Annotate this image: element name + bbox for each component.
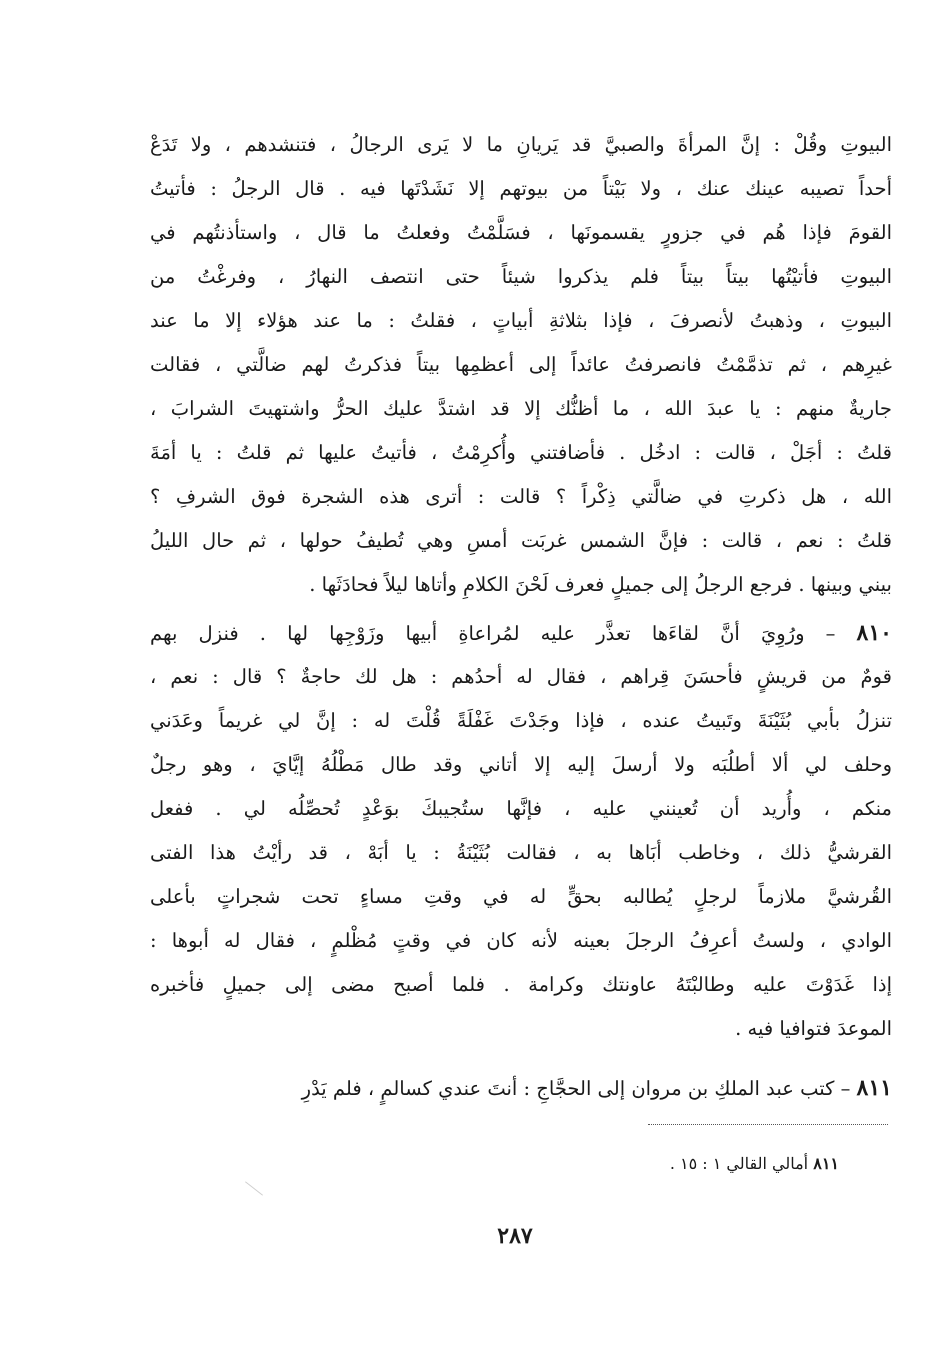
text-line: القرشيُّ ذلك ، وخاطب أبَاها به ، فقالت بُثَيْنَةُ : يا أبَهْ ، قد رأيْتُ هذا الفتى: [150, 841, 892, 864]
paragraph-810: [150, 611, 892, 1051]
text-line: البيوتِ وقُلْ : إنَّ المرأةَ والصبيَّ قد يَريانِ ما لا يَرى الرجالُ ، فتنشدهم ، ولا تَدَعْ: [150, 133, 892, 156]
text-line: الوادي ، ولستُ أعرِفُ الرجلَ بعينه لأنه كان في وقتٍ مُظْلمٍ ، فقال له أبوها :: [150, 929, 892, 952]
text-line: الله ، هل ذكرتِ في ضالَّتي ذِكْراً ؟ قالت : أترى هذه الشجرة فوق الشرفِ ؟: [150, 485, 892, 508]
text-line: إذا غَدَوْتَ عليه وطالبْتَهُ عاونتك وكرامة . فلما أصبح مضى إلى جميلٍ فأخبره: [150, 973, 892, 996]
paragraph-810-first-line: ٨١٠ – ورُوِيَ أنَّ لقاءَها تعذَّر عليه لمُراعاةِ أبيها وزَوْجِها لها . فنزل بهم: [150, 620, 892, 646]
footnote-text: أمالي القالي ١ : ١٥ .: [669, 1154, 809, 1173]
paragraph-811-first-line: ٨١١ – كتب عبد الملكِ بن مروان إلى الحجَّاجِ : أنتَ عندي كسالمٍ ، فلم يَدْرِ: [301, 1075, 892, 1101]
text-line: أحداً تصيبه عينك عنك ، ولا بَيْتاً من بيوتهم إلا نَشَدْتَها فيه . قال الرجلُ : فأتيتُ: [150, 177, 892, 200]
paragraph-811: [150, 1066, 892, 1110]
text-line: تنزلُ بأبي بُثَيْنَةَ وتَبيتُ عنده ، فإذا وجَدْتَ غَفْلَةً قُلْتَ له : إنَّ لي غريماً وعَدَني: [150, 709, 892, 732]
text-line: منكم ، وأُريد أن تُعينني عليه ، فإنَّها ستُجيبكَ بوَعْدٍ تُحصِّلُه لي . ففعل: [150, 797, 892, 820]
text-line: قلتُ : نعم ، قالت : فإنَّ الشمس غربَت أمسِ وهي تُطيفُ حولها ، ثم حال الليلُ: [150, 529, 892, 552]
text-line: البيوتِ فأتيْتُها بيتاً بيتاً فلم يذكروا شيئاً حتى انتصف النهارُ ، وفرغْتُ من: [150, 265, 892, 288]
text-line: قومٌ من قريشٍ فأحسَنَ قِراهم ، فقال له أحدُهم : هل لك حاجةٌ ؟ قال : نعم ،: [150, 665, 892, 688]
text-line: القُرشيَّ ملازماً لرجلٍ يُطالبه بحقٍّ له في وقتِ مساءٍ تحت شجراتٍ بأعلى: [150, 885, 892, 908]
body-text: [150, 123, 892, 607]
text-line: جاريةٌ منهم : يا عبدَ الله ، ما أظنُّك إلا قد اشتدَّ عليك الحرُّ واشتهيتَ الشرابَ ،: [150, 397, 892, 420]
footnote: [670, 1150, 839, 1178]
text-line: الموعدَ فتوافيا فيه .: [735, 1017, 892, 1040]
text-line: وحلف لي ألا أطلُبَه ولا أرسلَ إليه إلا أتاني وقد طال مَطْلُهُ إيَّايَ ، وهو رجلٌ: [150, 753, 892, 776]
footnote-separator: [648, 1124, 888, 1125]
scan-mark: [245, 1181, 263, 1195]
text-line: غيرِهم ، ثم تذمَّمْتُ فانصرفتُ عائداً إلى أعظمِها بيتاً فذكرتُ لهم ضالَّتي ، فقالت: [150, 353, 892, 376]
text-line: القومَ فإذا هُم في جزورٍ يقسمونَها ، فسَلَّمْتُ وفعلتُ ما قال ، واستأذنتُهم في: [150, 221, 892, 244]
page-number: ٢٨٧: [497, 1223, 533, 1249]
footnote-number: ٨١١: [813, 1154, 839, 1173]
text-line: البيوتِ ، وذهبتُ لأنصرفَ ، فإذا بثلاثةِ أبياتٍ ، فقلتُ : ما عند هؤلاء إلا ما عند: [150, 309, 892, 332]
paragraph-number: ٨١١: [856, 1075, 892, 1101]
paragraph-number: ٨١٠: [856, 620, 892, 646]
text-line: بيني وبينها . فرجع الرجلُ إلى جميلٍ فعرف لَحْنَ الكلامِ وأتاها ليلاً فحادَثَها .: [309, 573, 892, 596]
text-line: قلتُ : أجَلْ ، قالت : ادخُل . فأضافتني وأُكرِمْتُ ، فأتيتُ عليها ثم قلتُ : يا أمَةَ: [150, 441, 892, 464]
